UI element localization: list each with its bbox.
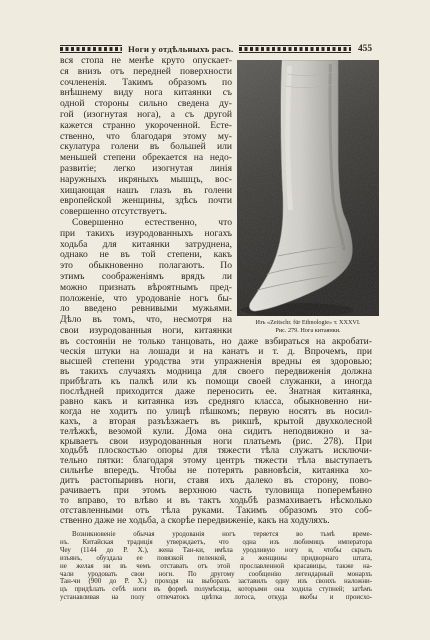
text-line: устанавливая на полу отпечатокъ цвѣтка лотоса, откуда якобы и происхо- — [60, 594, 372, 602]
text-line: ственно даже не ходьба, а скорѣе передвиженіе, какъ на ходуляхъ. — [60, 515, 330, 527]
text-line: отставленными отъ тѣла руками. Такимъ образомъ это соб- — [60, 505, 372, 517]
text-line: одной стороны сильно сведена ду- — [60, 98, 232, 110]
text-line: рачиваетъ при этомъ верхнюю часть туловища поперемѣнно — [60, 485, 372, 497]
paragraph — [60, 56, 232, 218]
text-line: чали уродовать свои ноги. По другому сообщенію легендарный монархъ — [60, 570, 372, 578]
header-ornament-right — [239, 45, 351, 53]
text-line: сочлененія. Такимъ образомъ по — [60, 76, 232, 88]
text-line: изъянъ, обуздала ее повязкой пеленкой, а женщины придворнаго штата, — [60, 554, 372, 562]
text-line: Совершенно естественно, что — [72, 216, 232, 228]
text-line: ственно, что благодаря этому му- — [60, 130, 232, 142]
text-line: внѣшнему виду нога китаянки съ — [60, 87, 232, 99]
text-line: свои изуродованныя ноги, китаянки — [60, 324, 232, 336]
foot-photo — [237, 60, 379, 316]
text-line: крываетъ свои изуродованныя ноги платьемъ (рис. 278). При — [60, 435, 372, 447]
running-head — [60, 43, 372, 55]
text-line: можно признать вѣроятнымъ пред- — [60, 281, 232, 293]
text-line: прибѣгать къ палкѣ или къ помощи своей служанки, а иногда — [60, 375, 372, 387]
text-line: европейской женщины, здѣсь почти — [60, 195, 232, 207]
text-line: меньшей степени обрекается на недо- — [60, 152, 232, 164]
text-line: кажется странно укороченной. Есте- — [60, 119, 232, 131]
text-line: то вправо, то влѣво и въ тактъ ходьбѣ размахиваетъ нѣсколько — [60, 495, 372, 507]
text-line: ходьба для китаянки затруднена, — [60, 238, 232, 250]
text-line: хищающая нашъ глазъ въ голени — [60, 184, 232, 196]
text-line: Чеу (1144 до Р. Х.), жена Тан-ки, имѣла уродливую ногу и, чтобы скрыть — [60, 546, 372, 554]
running-head-title: Ноги у отдѣльныхъ расъ. — [128, 44, 234, 54]
text-line: сильнѣе впередъ. Чтобы не потерять равновѣсія, китаянка хо- — [60, 465, 372, 477]
text-line: цъ придѣлать себѣ ноги въ формѣ полумѣсяца, которыми она ходила ступней; затѣмъ — [60, 586, 372, 594]
text-line: въ состояніи не только танцовать, но даже взбираться на акробати- — [60, 336, 372, 347]
text-line: тельно пятки: благодаря этому центръ тяжести тѣла выступаетъ — [60, 455, 372, 467]
footnote — [60, 531, 372, 602]
left-column — [60, 56, 232, 337]
text-line: ходьбѣ плоскостью опоры для тяжести тѣла служатъ исключи- — [60, 445, 372, 457]
text-line: положеніе, что уродованіе ногъ бы- — [60, 292, 232, 304]
text-line: послѣдней приходится даже переносить ее. Знатная китаянка, — [60, 385, 372, 397]
text-line: когда не ходитъ по улицѣ пѣшкомъ; первую носятъ въ носил- — [60, 405, 372, 417]
text-line: кахъ, а вторая разъѣзжаетъ въ рикшѣ, крытой двухколесной — [60, 415, 372, 427]
text-line: дитъ растопыривъ ноги, ставя ихъ далеко въ сторону, пово- — [60, 475, 372, 487]
text-line: высшей степени уродства эти упражненія вредны ея здоровью; — [60, 355, 372, 367]
figure — [237, 60, 379, 336]
text-line: въ такихъ случаяхъ модница для своего передвиженія должна — [60, 365, 372, 377]
text-line: однако не въ той степени, какъ — [60, 249, 232, 261]
text-line: наружныхъ икряныхъ мышцъ, вос- — [60, 173, 232, 185]
header-ornament-left — [60, 45, 122, 53]
text-line: не желая ни въ чемъ отставать отъ этой прославленной красавицы, также на- — [60, 562, 372, 570]
text-line: нъ. Китайская традиція утверждаетъ, что одна изъ любимицъ императора — [60, 538, 372, 546]
text-line: телѣжкѣ, везомой кули. Дома она сидитъ неподвижно и за- — [60, 425, 372, 437]
paragraph — [60, 337, 372, 526]
figure-caption: Рис. 279. Нога китаянки. — [275, 327, 341, 335]
text-line: ческія штуки на лошади и на канатъ и т. д. Впрочемъ, при — [60, 345, 372, 357]
paragraph — [60, 531, 372, 602]
text-line: при такихъ изуродованныхъ ногахъ — [60, 227, 232, 239]
text-line: развитіе; легко изогнутая линія — [60, 162, 232, 174]
figure-source: Изъ «Zeitschr. für Ethnologie» т. XXXVI. — [255, 319, 361, 326]
text-line: скулатура голени въ большей или — [60, 141, 232, 153]
text-line: это обыкновенно полагаютъ. По — [60, 260, 232, 272]
text-line: ся внизъ отъ передней поверхности — [60, 65, 232, 77]
text-line: совершенно отсутствуетъ. — [60, 206, 168, 218]
text-line: вся стопа не менѣе круто опускает- — [60, 55, 232, 66]
text-line: гой (изогнутая нога), а съ другой — [60, 108, 232, 120]
text-line: Дѣло въ томъ, что, несмотря на — [60, 314, 232, 326]
photo-grain — [237, 60, 379, 316]
text-line: Тан-чи (900 до Р. Х.) проходя на выборахъ заставилъ одну изъ своихъ наложни- — [60, 578, 372, 586]
text-line: этимъ соображеніямъ врядъ ли — [60, 270, 232, 282]
text-line: ло введено ревнивыми мужьями. — [60, 303, 232, 315]
text-line: равно какъ и китаянка изъ средняго класса, обыкновенно ни- — [60, 395, 372, 407]
text-line: Возникновеніе обычая уродованія ногъ теряется во тьмѣ време- — [72, 531, 372, 538]
page-number: 455 — [357, 44, 372, 54]
body-text — [60, 337, 372, 526]
paragraph — [60, 218, 232, 337]
